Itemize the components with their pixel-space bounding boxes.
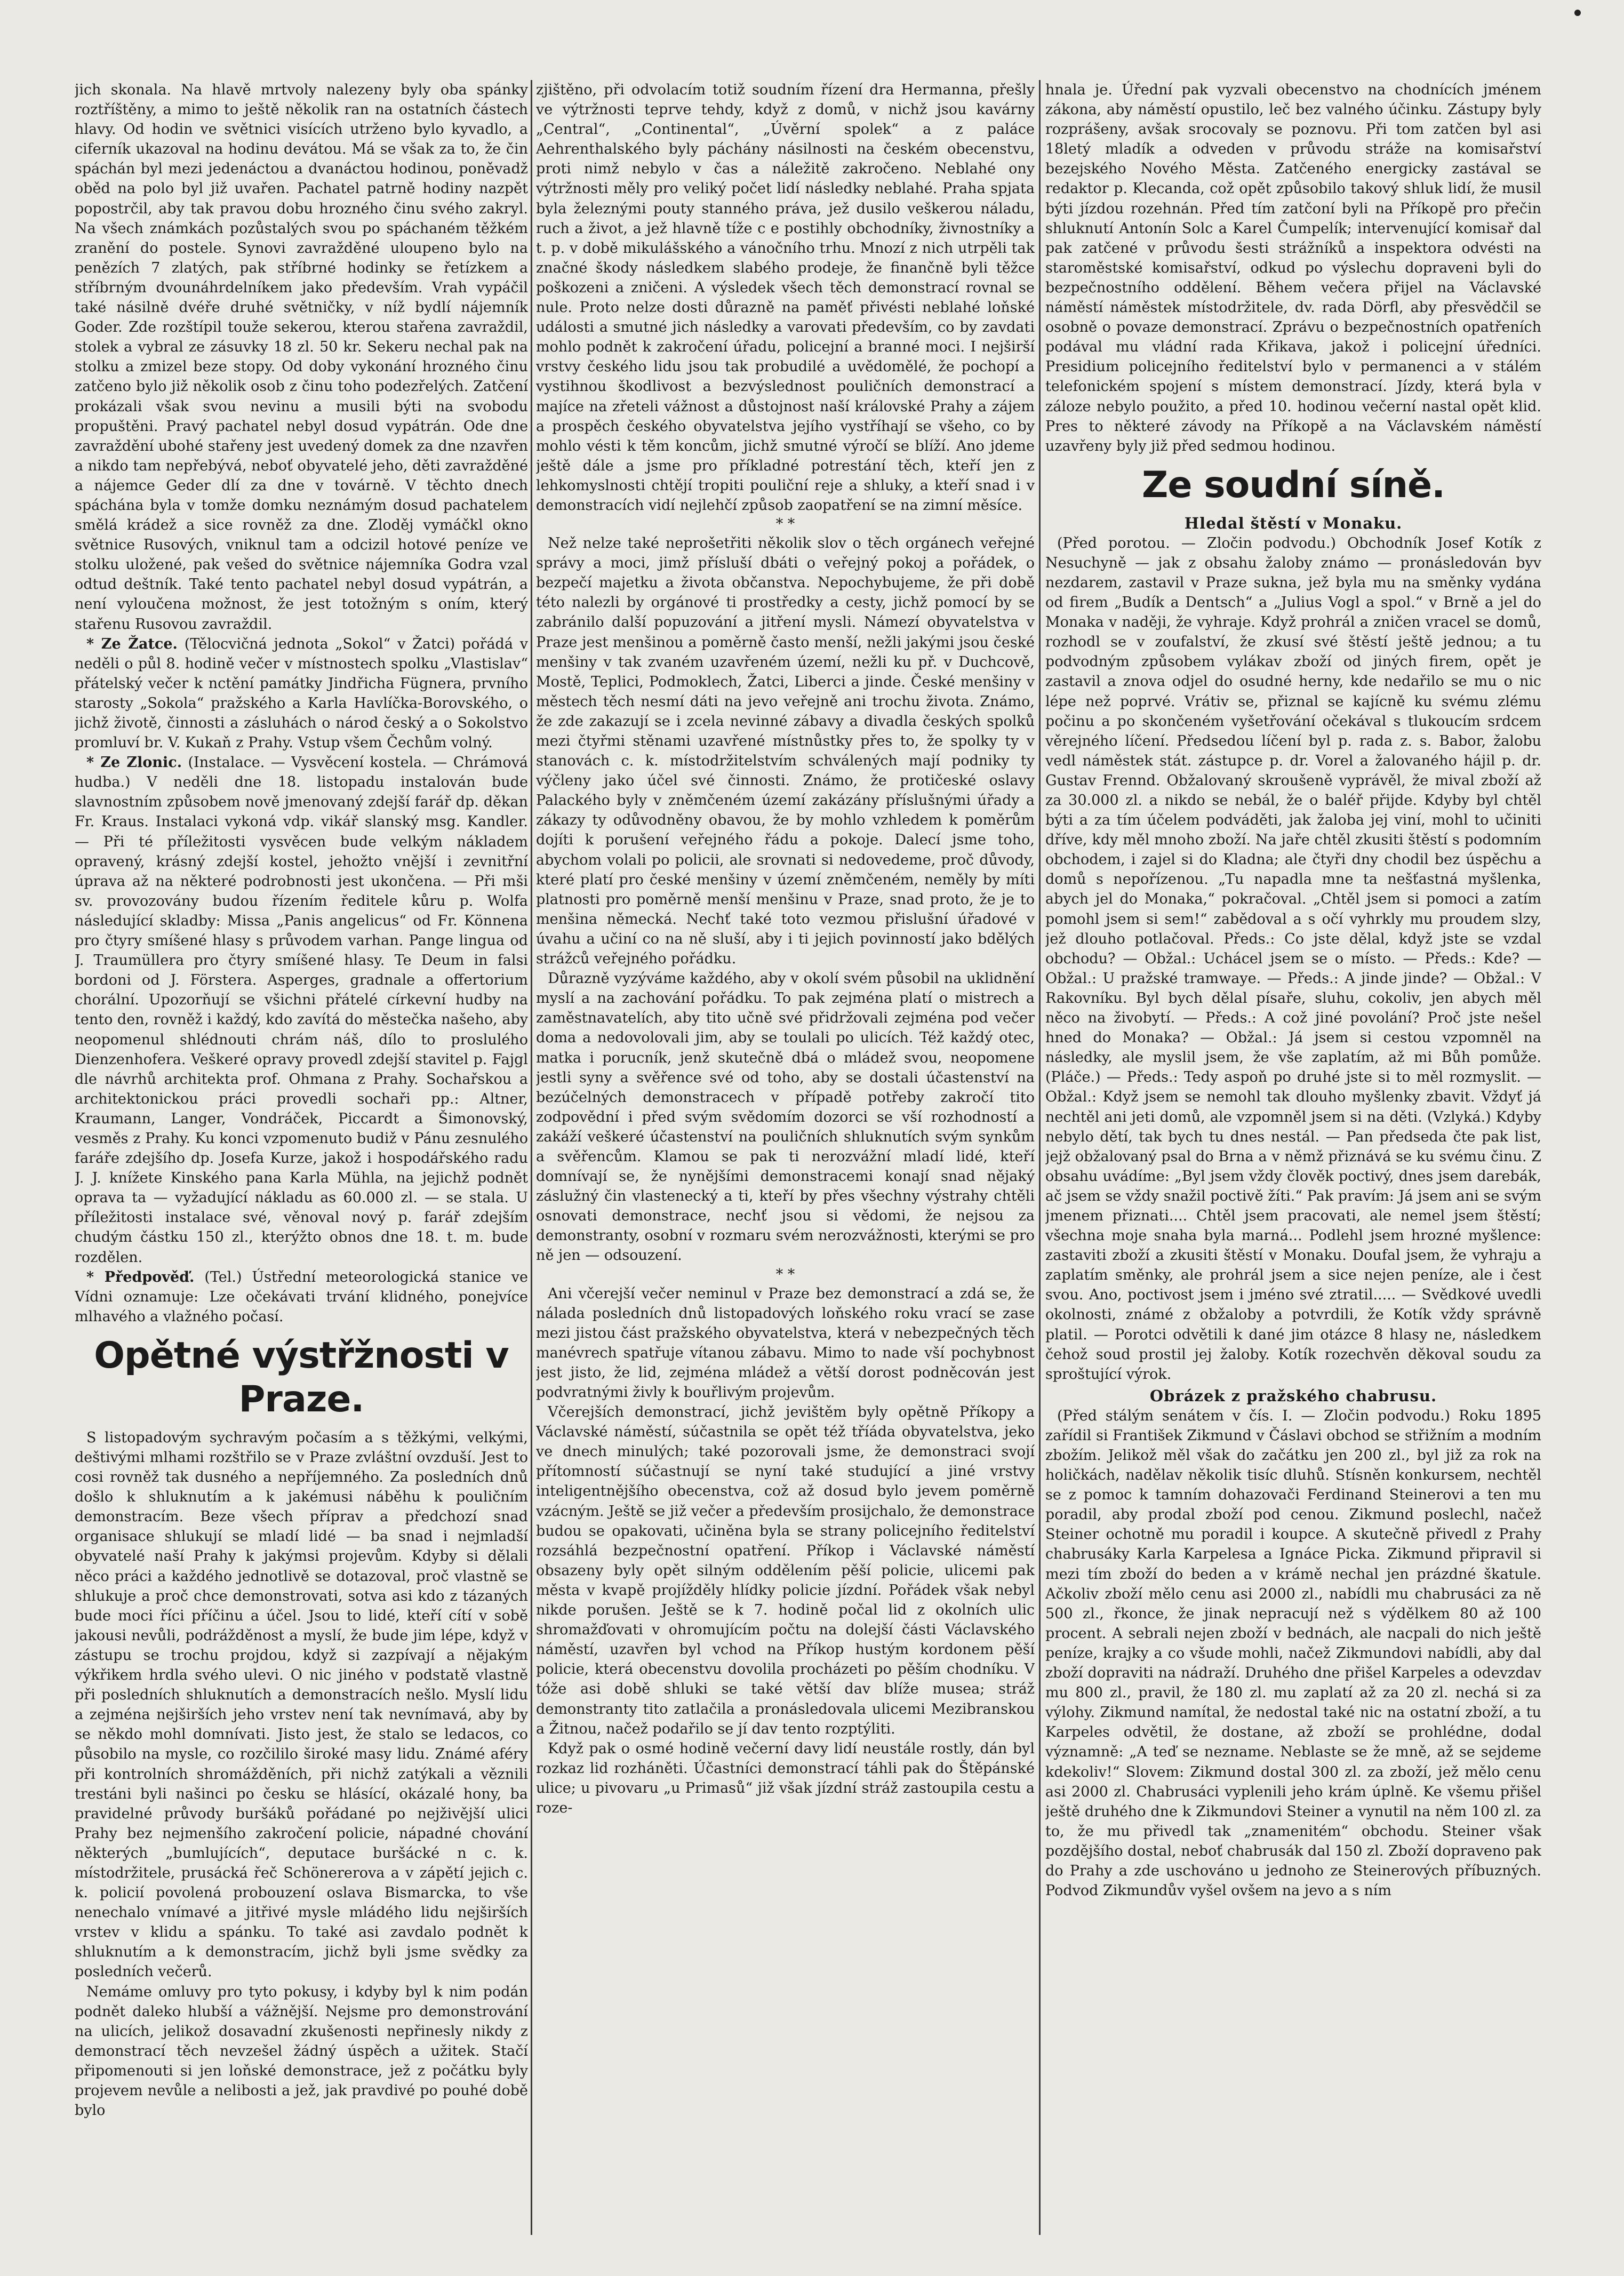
- article-paragraph: Než nelze také neprošetřiti několik slov o těch orgánech veřejné správy a moci, jimž přísluší dbáti o veřejný pokoj a pořádek, o bezpečí majetku a života občanstva. Nepochybujeme, že při době této nalezli by orgánové ti prostředky a cesty, jichž pomocí by se zabránilo další popuzování a jitření mysli. Námezí obyvatelstva v Praze jest menšinou a poměrně často menší, nežli jakými jsou české menšiny v tak zvaném uzavřeném území, nežli ku př. v Duchcově, Mostě, Teplici, Podmoklech, Žatci, Liberci a jinde. České menšiny v městech těch nesmí dáti na jevo veřejně ani trochu života. Známo, že zde zakazují se i zcela nevinné zábavy a divadla českých spolků mezi čtyřmi stěnami uzavřené místnůstky přes to, že spolky ty v stanovách c. k. místodržitelstvím schválených mají podniky ty výčleny jako účel své činnosti. Známo, že protičeské oslavy Palackého byly v zněmčeném území zakázány příslušnými úřady a zákazy ty odůvodněny obavou, že by mohlo vzhledem k poměrům dojíti k porušení veřejného řádu a pokoje. Dalecí jsme toho, abychom volali po policii, ale srovnati si nedovedeme, proč důvody, které platí pro české menšiny v území zněmčeném, neměly by míti platnosti pro poměrně menší menšinu v Praze, snad proto, že je to menšina německá. Nechť také toto vezmou přislušní úřadové v úvahu a učiní co na ně sluší, aby i ti jejich povinností jako bdělých strážců veřejného pořádku.: [536, 535, 1035, 968]
- column-divider: [531, 80, 532, 2235]
- news-item-zatec: [75, 634, 528, 753]
- article-paragraph: hnala je. Úřední pak vyzvali obecenstvo na chodnících jménem zákona, aby náměstí opustilo, leč bez valného účinku. Zástupy byly rozprášeny, avšak srocovaly se poznovu. Při tom zatčen byl asi 18letý mladík a odveden v průvodu stráže na komisařství bezejského Nového Města. Zatčeného energicky zastával se redaktor p. Klecanda, což opět způsobilo takový shluk lidí, že musil býti jízdou rozehnán. Před tím zatčoní byli na Příkopě pro přečin shluknutí Antonín Solc a Karel Čumpelík; intervenující komisař dal pak zatčené v průvodu šesti strážníků a inspektora odvésti na staroměstské komisařství, odkud po výslechu dopraveni byli do bezpečnostního oddělení. Během večera přijel na Václavské náměstí náměstek místodržitele, dv. rada Dörfl, aby přesvědčil se osobně o povaze demonstrací. Zprávu o bezpečnostních opatřeních podával mu vládní rada Křikava, jakož i policejní úředníci. Presidium policejního ředitelství bylo v permanenci a v stálém telefonickém spojení s místem demonstrací. Jízdy, která byla v záloze nebylo použito, a před 10. hodinou večerní nastal opět klid. Pres to některé závody na Příkopě a na Václavském náměstí uzavřeny byly již před sedmou hodinou.: [1045, 82, 1541, 454]
- section-headline: Ze soudní síně.: [1142, 464, 1445, 506]
- news-item-forecast: [75, 1267, 528, 1327]
- article-paragraph: Ani včerejší večer neminul v Praze bez demonstrací a zdá se, že nálada posledních dnů listopadových loňského roku vrací se zase mezi jistou část pražského obyvatelstva, která v nebezpečných těch manévrech spatřuje vítanou zábavu. Mimo to nade vší pochybnost jest jisto, že lid, zejména mládež a větší dorost podněcován jest podvratnými živly k bouřlivým projevům.: [536, 1285, 1035, 1401]
- news-item-zlonice: [75, 753, 528, 1267]
- article-paragraph: Důrazně vyzýváme každého, aby v okolí svém působil na uklidnění myslí a na zachování pořádku. To pak zejména platí o mistrech a zaměstnavatelích, aby tito učně své přidržovali zejména pod večer doma a nedovolovali jim, aby se toulali po ulicích. Též každý otec, matka i porucník, jenž skutečně dbá o mládež svou, neopomene jestli syny a svěřence své od toho, aby se dostali účastenství na bezúčelných demonstracech v případě potřeby zakročí tito zodpovědní i před svým svědomím dozorci se vší rozhodností a zakáží veškeré účastenství na pouličních shluknutích svým synkům a svěřencům. Klamou se pak ti nerozvážní mladí lidé, kteří domnívají se, že nynějšími demonstracemi konají snad nějaký záslužný čin vlastenecký a ti, kteří by přes všechny výstrahy chtěli osnovati demonstrace, nechť jsou si vědomi, že nejsou za demonstranty, osobní v rozmaru svém nerozvážnosti, kterými se pro ně jen — odsouzení.: [536, 970, 1035, 1264]
- news-item-title: * Předpověď.: [86, 1268, 195, 1285]
- news-item-body: (Tělocvičná jednota „Sokol“ v Žatci) pořádá v neděli o půl 8. hodině večer v místnostech spolku „Vlastislav“ přátelský večer k nctění památky Jindřicha Fügnera, prvního starosty „Sokola“ pražského a Karla Havlíčka-Borovského, o jichž životě, činnosti a zásluhách o národ český a o Sokolstvo promluví br. V. Kukaň z Prahy. Vstup všem Čechům volný.: [75, 635, 528, 752]
- court-report: (Před stálým senátem v čís. I. — Zločin podvodu.) Roku 1895 zařídil si František Zikmund v Čáslavi obchod se střižním a modním zbožím. Jelikož měl však do začátku jen 200 zl., byl již za rok na holičkách, nadělav několik tisíc dluhů. Stísněn konkursem, nechtěl se z pomoc k tamním dohazovači Ferdinand Steinerovi a ten mu poradil, aby prodal zboží pod cenou. Zikmund poslechl, načež Steiner ochotně mu poradil i koupce. A skutečně přivedl z Prahy chabrusáky Karla Karpelesa a Ignáce Picka. Zikmund připravil si mezi tím zboží do beden a v krámě nechal jen prázdné škatule. Ačkoliv zboží mělo cenu asi 2000 zl., nabídli mu chabrusáci za ně 500 zl., řkonce, že jinak nepracují než s výdělkem 80 až 100 procent. A sebrali nejen zboží v bednách, ale nacpali do nich ještě peníze, krajky a co všude mohli, načež Zikmundovi nabídli, aby dal zboží dopraviti na nádraží. Druhého dne přišel Karpeles a odevzdav mu 800 zl., pravil, že 180 zl. mu zaplatí až za 20 zl. nechá si za výlohy. Zikmund namítal, že nedostal také nic na ostatní zboží, a tu Karpeles odvětil, že dostane, až zboží se prohlédne, dodal významně: „A teď se nezname. Neblaste se že mně, až se sejdeme kdekoliv!“ Slovem: Zikmund dostal 300 zl. za zboží, jež mělo cenu asi 2000 zl. Chabrusáci vyplenili jeho krám úplně. Ke všemu přišel ještě druhého dne k Zikmundovi Steiner a vynutil na něm 100 zl. za to, že mu přivedl tak „znamenitém“ obchodu. Steiner však pozdějšího dostal, neboť chabrusák dal 150 zl. Zboží dopraveno pak do Prahy a zde uschováno u jednoho ze Steinerových příbuzných. Podvod Zikmundův vyšel ovšem na jevo a s ním: [1045, 1407, 1541, 1899]
- column-left: [75, 80, 528, 2246]
- article-paragraph: Když pak o osmé hodině večerní davy lidí neustále rostly, dán byl rozkaz lid rozháněti. Účastníci demonstrací táhli pak do Štěpánské ulice; u pivovaru „u Primasů“ již však jízdní stráž zastoupila cestu a roze-: [536, 1740, 1035, 1816]
- article-subheading: Hledal štěstí v Monaku.: [1184, 514, 1403, 532]
- article-paragraph: Včerejších demonstrací, jichž jevištěm byly opětně Příkopy a Václavské náměstí, súčastnila se opět též tříáda obyvatelstva, jeko ve dnech minulých; také pozorovali jsme, že demonstraci svojí přítomností súčastnují se nyní také studující a jiné vrstvy inteligentnějšího obecenstva, což až dosud bylo jevem poměrně vzácným. Ještě se již večer a především prosijchalo, že demonstrace budou se opakovati, učiněna byla se strany policejního ředitelství rozsáhlá bezpečnostní opatření. Příkop i Václavské náměstí obsazeny byly opět silným oddělením pěší policie, ulicemi pak města v kvapě projížděly hlídky policie jízdní. Pořádek však nebyl nikde porušen. Ještě se k 7. hodině počal lid z okolních ulic shromažďovati v ohromujícím počtu na dolejší části Václavského náměstí, uzavřen byl vchod na Příkop hustým kordonem pěší policie, která obecenstvu dovolila procházeti po pěším chodníku. V tóže asi době shluki se také větší dav blíže musea; stráž demonstranty tito zatlačila a pronásledovala ulicemi Mezibranskou a Žitnou, načež podařilo se jí dav tento rozptýliti.: [536, 1404, 1035, 1737]
- section-separator: * *: [775, 1266, 795, 1283]
- article-headline: Opětné výstřžnosti v Praze.: [94, 1334, 509, 1420]
- column-middle: [536, 80, 1035, 2246]
- ink-dot: [1574, 10, 1581, 16]
- section-separator: * *: [775, 516, 795, 533]
- article-continuation: jich skonala. Na hlavě mrtvoly nalezeny byly oba spánky roztříštěny, a mimo to ještě několik ran na ostatních částech hlavy. Od hodin ve světnici visících utrženo bylo kyvadlo, a ciferník ukazoval na hodinu devátou. Má se však za to, že čin spáchán byl mezi jedenáctou a dvanáctou hodinou, poněvadž oběd na polo byl již uvařen. Pachatel patrně hodiny nazpět popostrčil, aby tak pravou dobu hrozného činu svého zakryl. Na všech známkách pozůstalých svou po spáchaném těžkém zranění do postele. Synovi zavražděné uloupeno bylo na penězích 7 zlatých, pak stříbrné hodinky se řetízkem a stříbrným dvounáhrdelníkem jako především. Vrah vypáčil také násilně dvéře druhé světničky, v níž bydlí nájemník Goder. Zde rozštípil touže sekerou, kterou stařena zavraždil, stolek a vybral ze zásuvky 18 zl. 50 kr. Sekeru nechal pak na stolku a zmizel beze stopy. Od doby vykonání hrozného činu zatčeno bylo již několik osob z činu toho podezřelých. Zatčení prokázali však svou nevinu a musili býti na svobodu propuštěni. Pravý pachatel nebyl dosud vypátrán. Ode dne zavraždění ubohé stařeny jest uvedený domek za dne nzavřen a nikdo tam nepřebývá, neboť obyvatelé jeho, děti zavražděné a nájemce Geder dlí za dne v továrně. V těchto dnech spáchána byla v tomže domku neznámým dosud pachatelem smělá krádež a sice rovněž za dne. Zloděj vymáčkl okno světnice Rusových, vniknul tam a odcizil hotové peníze ve stolku uložené, pak vešed do světnice nájemníka Godra vzal odtud deštník. Také tento pachatel nebyl dosud vypátrán, a není vyloučena možnost, že jest totožným s oním, který stařenu Rusovou zavraždil.: [75, 82, 528, 633]
- news-item-title: * Ze Žatce.: [86, 635, 178, 652]
- news-item-body: (Tel.) Ústřední meteorologická stanice ve Vídni oznamuje: Lze očekávati trvání klidného, ponejvíce mlhavého a vlažného počasí.: [75, 1268, 528, 1325]
- article-paragraph: S listopadovým sychravým počasím a s těžkými, velkými, deštivými mlhami rozštřilo se v Praze zvláštní ovzduší. Jest to cosi rovněž tak dusného a nepříjemného. Za posledních dnů došlo k shluknutím a k jakémusi náběhu k pouličním demonstracím. Beze všech příprav a předchozí snad organisace shlukují se mladí lidé — ba snad i nejmladší obyvatelé naší Prahy k jakýmsi projevům. Kdyby si dělali něco práci a každého jednotlivě se dotazoval, proč vlastně se shlukuje a proč chce demonstrovati, sotva asi kdo z tázaných bude moci říci příčinu a účel. Jsou to lidé, kteří cítí v sobě jakousi nevůli, podrážděnost a myslí, že bude jim lépe, když v zástupu se trochu projdou, když si zazpívají a nějakým výkřikem hrdla svého ulevi. O nic jiného v podstatě vlastně při posledních shluknutích a demonstracích nešlo. Myslí lidu a zejména nejširších jeho vrstev není tak nevnímavá, aby by se někdo mohl domnívati. Jisto jest, že stalo se ledacos, co působilo na mysle, co rozčililo široké masy lidu. Známé aféry při kontrolních shromážděních, při nichž zatýkali a věznili trestáni byli našinci po česku se hlásící, okázalé hony, ba pravidelné průvody buršáků pořádané po nejživější ulici Prahy bez nejmenšího zakročení policie, nápadné chování některých „bumlujících“, deputace buršácké n c. k. místodržitele, prusácká řeč Schönererova a v zápětí jejich c. k. policií povolená probouzení oslava Bismarcka, to vše nenechalo vnímavé a jitřivé mysle mládého lidu nejširších vrstev v klidu a spánku. To také asi zavdalo podnět k shluknutím a k demonstracím, jichž byli jsme svědky za posledních večerů.: [75, 1429, 528, 1980]
- column-divider: [1039, 80, 1041, 2235]
- column-right: [1045, 80, 1541, 2246]
- article-subheading: Obrázek z pražského chabrusu.: [1149, 1386, 1437, 1405]
- article-paragraph: Nemáme omluvy pro tyto pokusy, i kdyby byl k nim podán podnět daleko hlubší a vážnější. Nejsme pro demonstrování na ulicích, jelikož dosavadní zkušenosti nepřinesly nikdy z demonstrací těch nevzešel žádný úspěch a užitek. Stačí připomenouti si jen loňské demonstrace, jež z počátku byly projevem nevůle a nelibosti a jež, jak pravdivé po pouhé době bylo: [75, 1983, 528, 2119]
- news-item-title: * Ze Zlonic.: [86, 754, 182, 771]
- article-paragraph: zjištěno, při odvolacím totiž soudním řízení dra Hermanna, přešly ve výtržnosti teprve tehdy, když z domů, v nichž jsou kavárny „Central“, „Continental“, „Úvěrní spolek“ a z paláce Aehrenthalského byly páchány násilnosti na českém obecenstvu, proti nimž nebylo v čas a náležitě zakročeno. Neblahé ony výtržnosti měly pro veliký počet lidí následky neblahé. Praha spjata byla železnými pouty stanného práva, jež dusilo veškerou náladu, ruch a život, a jež hlavně tíže c e postihly obchodníky, živnostníky a t. p. v době mikulášského a vánočního trhu. Mnozí z nich utrpěli tak značné škody následkem slabého prodeje, že finančně byli těžce poškozeni a zničeni. A výsledek všech těch demonstrací rovnal se nule. Proto nelze dosti důrazně na paměť přivésti neblahé loňské události a smutné jich následky a varovati především, co by zavdati mohlo podnět k zakročení úřadu, policejní a branné moci. I nejširší vrstvy českého lidu jsou tak probudilé a uvědomělé, že pochopí a vystihnou škodlivost a bezvýslednost pouličních demonstrací a majíce na zřeteli vážnost a důstojnost naší královské Prahy a zájem a prospěch českého obyvatelstva jejího vystříhají se všeho, co by mohlo vésti k těm koncům, jichž smutné výročí se blíží. Ano jdeme ještě dále a jsme pro příkladné potrestání těch, kteří jen z lehkomyslnosti chtějí tropiti pouliční reje a shluky, a kteří snad i v demonstracích vidí nejlehčí způsob zaopatření se na zimní měsíce.: [536, 82, 1035, 514]
- news-item-body: (Instalace. — Vysvěcení kostela. — Chrámová hudba.) V neděli dne 18. listopadu instalován bude slavnostním způsobem nově jmenovaný zdejší farář dp. děkan Fr. Kraus. Instalaci vykoná vdp. vikář slanský msg. Kandler. — Při té příležitosti vysvěcen bude velkým nákladem opravený, krásný zdejší kostel, jehožto vnější i zevnitřní úprava až na některé podrobnosti jest ukončena. — Při mši sv. provozovány budou řízením ředitele kůru p. Wolfa následující skladby: Missa „Panis angelicus“ od Fr. Könnena pro čtyry smíšené hlasy s průvodem varhan. Pange lingua od J. Traumüllera pro čtyry smíšené hlasy. Te Deum in falsi bordoni od J. Förstera. Asperges, gradnale a offertorium chorální. Upozorňují se všichni přátelé církevní hudby na tento den, rovněž i každý, kdo zavítá do městečka našeho, aby neopomenul shlédnouti chrám náš, dílo to proslulého Dienzenhofera. Veškeré opravy provedl zdejší stavitel p. Fajgl dle návrhů architekta prof. Ohmana z Prahy. Sochařskou a architektonickou práci provedli sochaři pp.: Altner, Kraumann, Langer, Vondráček, Piccardt a Šimonovský, vesměs z Prahy. Ku konci vzpomenuto budiž v Pánu zesnulého faráře zdejšího dp. Josefa Kurze, jakož i hospodářského radu J. J. knížete Kinského pana Karla Mühla, na jejichž podnět oprava ta — vyžadující nákladu as 60.000 zl. — se stala. U příležitosti instalace své, věnoval nový p. farář zdejším chudým částku 150 zl., kterýžto obnos dne 18. t. m. bude rozdělen.: [75, 754, 528, 1266]
- court-report: (Před porotou. — Zločin podvodu.) Obchodník Josef Kotík z Nesuchyně — jak z obsahu žaloby známo — pronásledován byv nezdarem, zastavil v Praze sukna, jež byla mu na směnky vydána od firem „Budík a Dentsch“ a „Julius Vogl a spol.“ v Brně a jel do Monaka v naději, že vyhraje. Když prohrál a zničen vracel se domů, rozhodl se v zoufalství, že zkusí své štěstí ještě jednou; a tu podvodným způsobem vylákav zboží od jiných firem, opět je zastavil a znova odjel do osudné herny, kde nedařilo se mu o nic lépe než poprvé. Vrátiv se, přiznal se kajícně ku svému zlému počinu a po skončeném vyšetřování očekával s tlukoucím srdcem věrejného líčení. Předsedou líčení byl p. rada z. s. Babor, žalobu vedl náměstek stát. zástupce p. dr. Vorel a žalovaného hájil p. dr. Gustav Frennd. Obžalovaný skroušeně vyprávěl, že mival zboží až za 30.000 zl. a nikdo se nebál, že o baléř přijde. Kdyby byl chtěl býti a za tím účelem podváděti, jak žaloba jej viní, mohl to učiniti dříve, kdy měl mnoho zboží. Na jaře chtěl zkusiti štěstí s podomním obchodem, i zajel si do Kladna; ale čtyři dny chodil bez úspěchu a domů s nepořízenou. „Tu napadla mne ta nešťastná myšlenka, abych jel do Monaka,“ pokračoval. „Chtěl jsem si pomoci a zatím pomohl jsem si sem!“ zabědoval a s očí vyhrkly mu proudem slzy, jež dlouho potlačoval. Předs.: Co jste dělal, když jste se vzdal obchodu? — Obžal.: Uchácel jsem se o místo. — Předs.: Kde? — Obžal.: U pražské tramwaye. — Předs.: A jinde jinde? — Obžal.: V Rakovníku. Byl bych dělal písaře, sluhu, cokoliv, jen abych měl něco na živobytí. — Předs.: A což jiné povolání? Proč jste nešel hned do Monaka? — Obžal.: Já jsem si cestou vzpomněl na následky, ale myslil jsem, že vše zaplatím, až mi Bůh pomůže. (Pláče.) — Předs.: Tedy aspoň po druhé jste si to měl rozmyslit. — Obžal.: Když jsem se nemohl tak dlouho myšlenky zbavit. Vždyť já nechtěl ani jeti domů, ale vzpomněl jsem si na děti. (Vzlyká.) Kdyby nebylo dětí, tak bych tu dnes nestál. — Pan předseda čte pak list, jejž obžalovaný psal do Brna a v němž přiznává se ku svému činu. Z obsahu uvádíme: „Byl jsem vždy člověk poctivý, dnes jsem darebák, ač jsem se vždy snažil poctivě žíti.“ Pak pravím: Já jsem ani se svým jmenem přiznati.... Chtěl jsem pracovati, ale nemel jsem štěstí; všechna moje snaha byla marná... Podlehl jsem hrozné myšlence: zastaviti zboží a zkusiti štěstí v Monaku. Doufal jsem, že vyhraju a zaplatím směnky, ale prohrál jsem a sice nejen peníze, ale i čest svou. Ano, poctivost jsem i jméno své ztratil..... — Svědkové uvedli okolnosti, známé z obžaloby a potvrdili, že Kotík vždy správně platil. — Porotci odvětili k dané jim otázce 8 hlasy ne, následkem čehož soud prostil jej žaloby. Kotík rozechvěn děkoval soudu za sproštující výrok.: [1045, 534, 1541, 1383]
